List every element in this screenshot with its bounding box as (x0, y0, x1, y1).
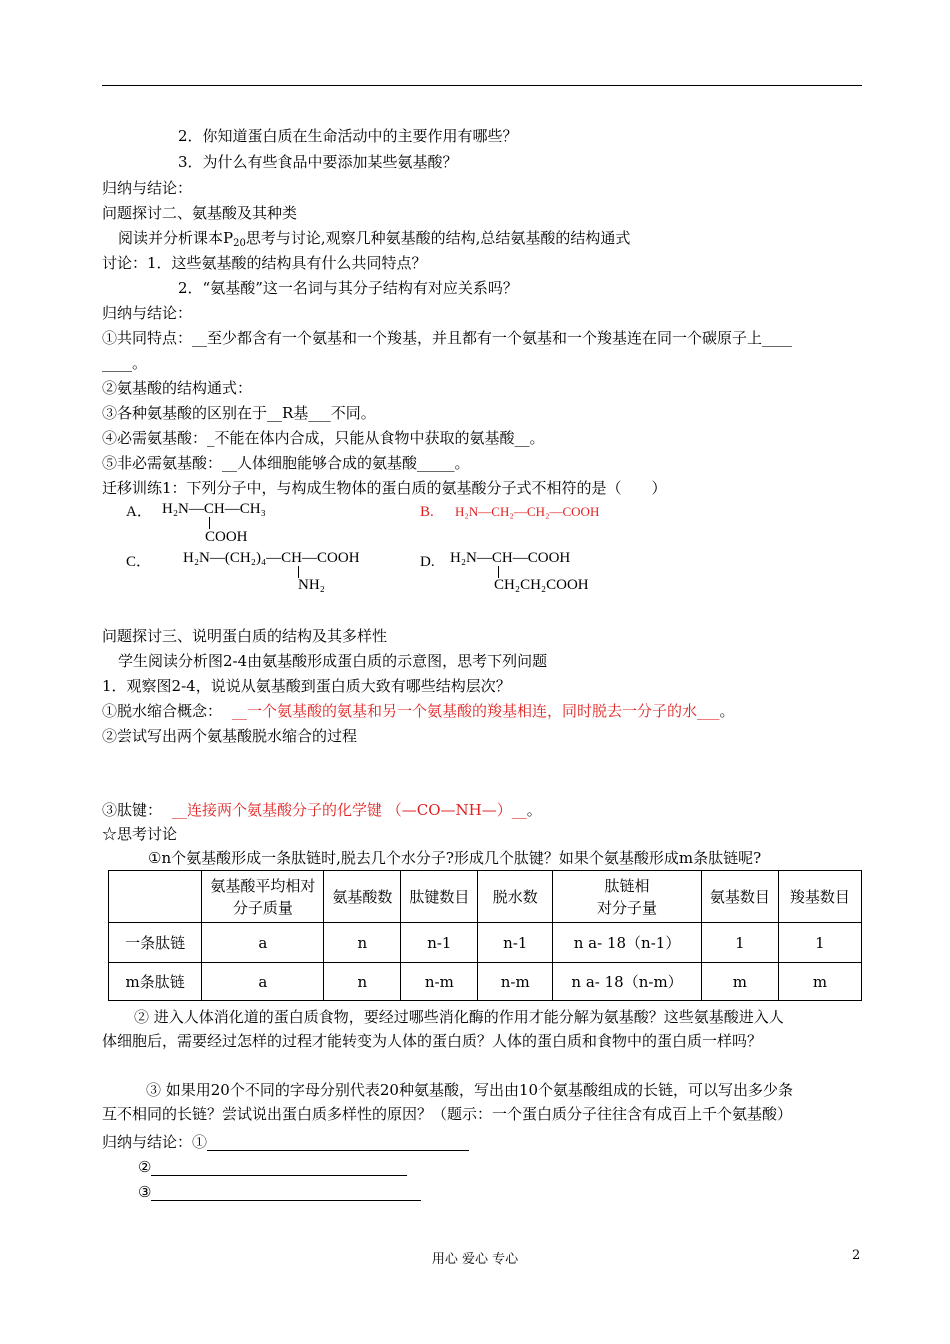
header-line: 对分子量 (597, 898, 658, 917)
topic-3-heading: 问题探讨三、说明蛋白质的结构及其多样性 (102, 627, 388, 645)
conclusion-heading-2: 归纳与结论： (102, 304, 193, 322)
page-number: 2 (852, 1248, 861, 1263)
table-row (109, 923, 862, 963)
header-cell (553, 871, 702, 923)
peptide-answer: __连接两个氨基酸分子的化学键 （—CO—NH—）__ (172, 801, 527, 819)
peptide-suffix: 。 (526, 801, 542, 819)
table-cell: n-m (478, 963, 553, 1001)
table-cell: n (324, 963, 401, 1001)
answer-blank-line[interactable] (151, 1186, 421, 1201)
think-discuss-heading: ☆思考讨论 (102, 825, 178, 843)
option-a-formula-top: H₂N—CH—CH₃ (162, 501, 266, 517)
option-a-formula-bottom: COOH (205, 529, 248, 545)
think-question-3a: ③ 如果用20个不同的字母分别代表20种氨基酸，写出由10个氨基酸组成的长链，可以写出多少条 (146, 1081, 794, 1099)
table-cell: n a- 18（n-m） (553, 963, 702, 1001)
option-a-label: A． (126, 504, 152, 520)
common-feature: ①共同特点：__至少都含有一个氨基和一个羧基，并且都有一个氨基和一个羧基连在同一个碳原子上____ (102, 329, 793, 347)
table-cell: n-1 (478, 923, 553, 963)
header-cell: 脱水数 (478, 871, 553, 923)
reading-prefix: 阅读并分析课本P (118, 229, 234, 247)
answer-blank-line[interactable] (207, 1136, 469, 1151)
think-question-3b: 互不相同的长链？尝试说出蛋白质多样性的原因？（题示：一个蛋白质分子往往含有成百上千个氨基酸） (102, 1105, 793, 1123)
header-cell (109, 871, 202, 923)
table-cell: m (778, 963, 861, 1001)
peptide-table (108, 870, 862, 1001)
conclusion-heading-3: 归纳与结论：① (102, 1133, 208, 1151)
header-cell: 肽键数目 (401, 871, 478, 923)
discussion-2: 2．“氨基酸”这一名词与其分子结构有对应关系吗？ (178, 279, 518, 297)
think-question-2a: ② 进入人体消化道的蛋白质食物，要经过哪些消化酶的作用才能分解为氨基酸？这些氨基酸进入人 (134, 1008, 784, 1026)
topic-2-heading: 问题探讨二、氨基酸及其种类 (102, 204, 298, 222)
peptide-label: ③肽键： (102, 801, 163, 819)
option-d-formula-bottom: CH₂CH₂COOH (494, 577, 589, 593)
option-d-label: D. (420, 554, 435, 570)
reading-instruction-3: 学生阅读分析图2-4由氨基酸形成蛋白质的示意图，思考下列问题 (118, 652, 548, 670)
reading-suffix: 思考与讨论,观察几种氨基酸的结构,总结氨基酸的结构通式 (245, 229, 631, 247)
dehydration-answer: __一个氨基酸的氨基和另一个氨基酸的羧基相连，同时脱去一分子的水___ (232, 702, 720, 720)
table-cell: n-1 (401, 923, 478, 963)
page-subscript: 20 (233, 238, 246, 249)
dehydration-label: ①脱水缩合概念： (102, 702, 223, 720)
table-row (109, 963, 862, 1001)
header-line: 肽链相 (604, 876, 650, 895)
think-question-2b: 体细胞后，需要经过怎样的过程才能转变为人体的蛋白质？人体的蛋白质和食物中的蛋白质一样吗？ (102, 1032, 763, 1050)
table-cell: 1 (701, 923, 778, 963)
header-cell: 羧基数目 (778, 871, 861, 923)
conclusion-heading-1: 归纳与结论： (102, 179, 193, 197)
conclusion-blank-3 (138, 1182, 421, 1202)
header-cell: 氨基数目 (701, 871, 778, 923)
table-cell: n a- 18（n-1） (553, 923, 702, 963)
table-cell: a (202, 923, 324, 963)
blank-3-label: ③ (138, 1183, 152, 1201)
header-line: 分子质量 (232, 898, 293, 917)
think-question-1: ①n个氨基酸形成一条肽链时,脱去几个水分子?形成几个肽键？如果个氨基酸形成m条肽链呢? (148, 849, 762, 867)
table-header-row (109, 871, 862, 923)
table-cell: 一条肽链 (109, 923, 202, 963)
answer-blank-line[interactable] (151, 1161, 407, 1176)
option-c-label: C． (126, 554, 152, 570)
header-cell: 氨基酸数 (324, 871, 401, 923)
reading-instruction (118, 228, 630, 254)
dehydration-concept (102, 701, 735, 721)
option-d-formula-top: H₂N—CH—COOH (450, 550, 571, 566)
option-c-formula-bottom: NH₂ (298, 577, 325, 593)
essential-amino-acid: ④必需氨基酸：_不能在体内合成，只能从食物中获取的氨基酸__。 (102, 429, 545, 447)
common-feature-end: ____。 (102, 354, 148, 372)
table-cell: a (202, 963, 324, 1001)
observe-question: 1．观察图2-4，说说从氨基酸到蛋白质大致有哪些结构层次？ (102, 677, 511, 695)
question-2: 2．你知道蛋白质在生命活动中的主要作用有哪些？ (178, 127, 518, 145)
nonessential-amino-acid: ⑤非必需氨基酸：__人体细胞能够合成的氨基酸_____。 (102, 454, 470, 472)
conclusion-blank-2 (138, 1157, 407, 1177)
try-write-process: ②尝试写出两个氨基酸脱水缩合的过程 (102, 727, 358, 745)
transfer-training: 迁移训练1：下列分子中，与构成生物体的蛋白质的氨基酸分子式不相符的是（ ） (102, 479, 667, 497)
table-cell: n (324, 923, 401, 963)
header-cell (202, 871, 324, 923)
option-b-formula: H₂N—CH₂—CH₂—COOH (455, 504, 600, 519)
general-formula: ②氨基酸的结构通式： (102, 379, 253, 397)
difference: ③各种氨基酸的区别在于__R基___不同。 (102, 404, 376, 422)
option-b-label: B. (420, 504, 434, 520)
peptide-bond (102, 800, 542, 820)
blank-2-label: ② (138, 1158, 152, 1176)
page-footer: 用心 爱心 专心 (431, 1252, 519, 1267)
question-3: 3．为什么有些食品中要添加某些氨基酸？ (178, 153, 458, 171)
header-line: 氨基酸平均相对 (210, 876, 316, 895)
table-cell: m (701, 963, 778, 1001)
header-rule (102, 85, 862, 86)
table-cell: n-m (401, 963, 478, 1001)
table-cell: 1 (778, 923, 861, 963)
conclusion-blank-1 (102, 1132, 469, 1152)
discussion-1: 讨论：1．这些氨基酸的结构具有什么共同特点？ (102, 254, 427, 272)
table-cell: m条肽链 (109, 963, 202, 1001)
option-c-formula-top: H₂N—(CH₂)₄—CH—COOH (183, 550, 360, 566)
dehydration-suffix: 。 (719, 702, 735, 720)
